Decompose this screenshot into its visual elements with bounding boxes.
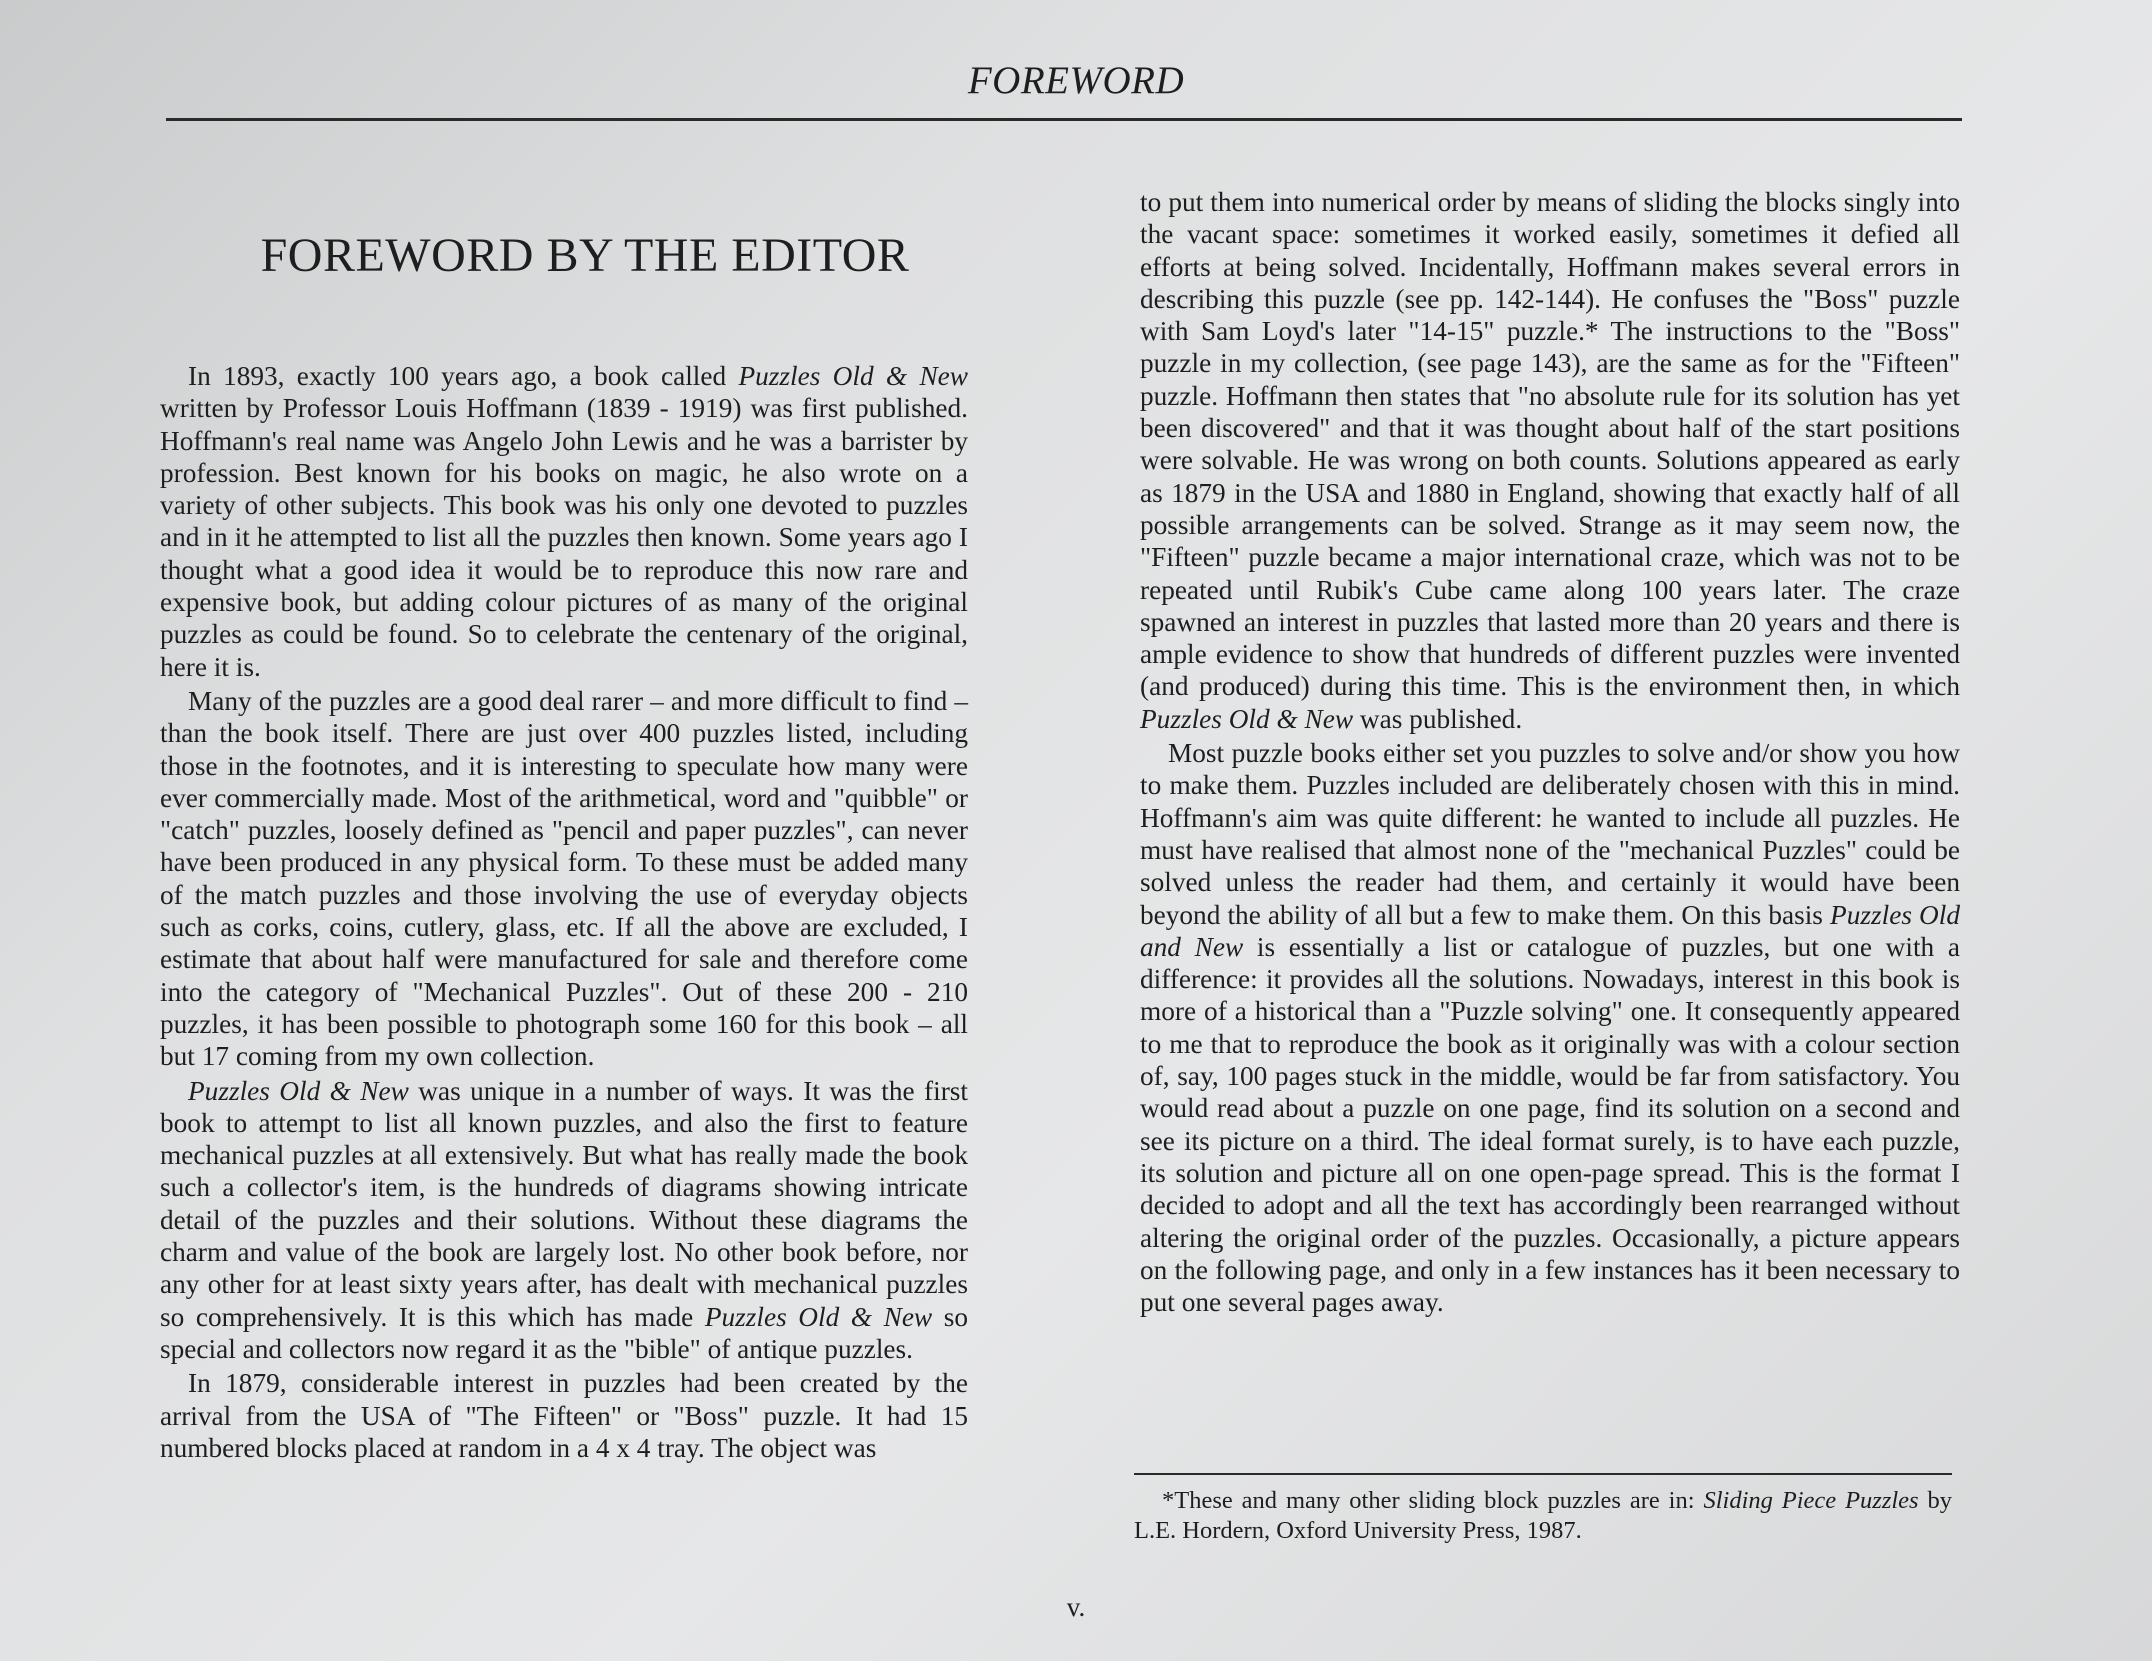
right-column — [1140, 186, 1960, 1318]
book-title: Puzzles Old & New — [738, 361, 968, 391]
paragraph: Most puzzle books either set you puzzles to solve and/or show you how to make them. Puzzles included are deliberately chosen with this in mind. Hoffmann's aim was quite different: he wanted to include all puzzles. He must have realised that almost none of the "mechanical Puzzles" could be solved unless the reader had them, and certainly it would have been beyond the ability of all but a few to make them. On this basis Puzzles Old and New is essentially a list or catalogue of puzzles, but one with a difference: it provides all the solutions. Nowadays, interest in this book is more of a historical than a "Puzzle solving" one. It consequently appeared to me that to reproduce the book as it originally was with a colour section of, say, 100 pages stuck in the middle, would be far from satisfactory. You would read about a puzzle on one page, find its solution on a second and see its picture on a third. The ideal format surely, is to have each puzzle, its solution and picture all on one open-page spread. This is the format I decided to adopt and all the text has accordingly been rearranged without altering the original order of the puzzles. Occasionally, a picture appears on the following page, and only in a few instances has it been necessary to put one several pages away. — [1140, 738, 1960, 1318]
book-title: Puzzles Old and New — [1140, 899, 1960, 962]
book-title: Puzzles Old & New — [188, 1075, 409, 1106]
left-column — [160, 360, 968, 1464]
page-title: FOREWORD BY THE EDITOR — [260, 229, 910, 282]
book-title: Sliding Piece Puzzles — [1703, 1487, 1919, 1514]
book-title: Puzzles Old & New — [1140, 703, 1354, 734]
page-number: v. — [1066, 1592, 1086, 1622]
footnote: *These and many other sliding block puzzles are in: Sliding Piece Puzzles by L.E. Hordern, Oxford University Press, 1987. — [1134, 1487, 1953, 1544]
running-head: FOREWORD — [967, 59, 1185, 102]
footnote-rule — [1134, 1473, 1952, 1475]
paragraph: In 1879, considerable interest in puzzles had been created by the arrival from the USA of "The Fifteen" or "Boss" puzzle. It had 15 numbered blocks placed at random in a 4 x 4 tray. The object was — [160, 1368, 968, 1463]
book-title: Puzzles Old & New — [704, 1301, 933, 1332]
paragraph: In 1893, exactly 100 years ago, a book called Puzzles Old & New written by Professor Louis Hoffmann (1839 - 1919) was first published. Hoffmann's real name was Angelo John Lewis and he was a barrister by profession. Best known for his books on magic, he also wrote on a variety of other subjects. This book was his only one devoted to puzzles and in it he attempted to list all the puzzles then known. Some years ago I thought what a good idea it would be to reproduce this now rare and expensive book, but adding colour pictures of as many of the original puzzles as could be found. So to celebrate the centenary of the original, here it is. — [160, 361, 968, 682]
paragraph: Many of the puzzles are a good deal rarer – and more difficult to find – than the book itself. There are just over 400 puzzles listed, including those in the footnotes, and it is interesting to speculate how many were ever commercially made. Most of the arithmetical, word and "quibble" or "catch" puzzles, loosely defined as "pencil and paper puzzles", can never have been produced in any physical form. To these must be added many of the match puzzles and those involving the use of everyday objects such as corks, coins, cutlery, glass, etc. If all the above are excluded, I estimate that about half were manufactured for sale and therefore come into the category of "Mechanical Puzzles". Out of these 200 - 210 puzzles, it has been possible to photograph some 160 for this book – all but 17 coming from my own collection. — [160, 685, 968, 1072]
paragraph: Puzzles Old & New was unique in a number of ways. It was the first book to attempt to list all known puzzles, and also the first to feature mechanical puzzles at all extensively. But what has really made the book such a collector's item, is the hundreds of diagrams showing intricate detail of the puzzles and their solutions. Without these diagrams the charm and value of the book are largely lost. No other book before, nor any other for at least sixty years after, has dealt with mechanical puzzles so comprehensively. It is this which has made Puzzles Old & New so special and collectors now regard it as the "bible" of antique puzzles. — [160, 1075, 968, 1364]
paragraph: to put them into numerical order by means of sliding the blocks singly into the vacant space: sometimes it worked easily, sometimes it defied all efforts at being solved. Incidentally, Hoffmann makes several errors in describing this puzzle (see pp. 142-144). He confuses the "Boss" puzzle with Sam Loyd's later "14-15" puzzle.* The instructions to the "Boss" puzzle in my collection, (see page 143), are the same as for the "Fifteen" puzzle. Hoffmann then states that "no absolute rule for its solution has yet been discovered" and that it was thought about half of the start positions were solvable. He was wrong on both counts. Solutions appeared as early as 1879 in the USA and 1880 in England, showing that exactly half of all possible arrangements can be solved. Strange as it may seem now, the "Fifteen" puzzle became a major international craze, which was not to be repeated until Rubik's Cube came along 100 years later. The craze spawned an interest in puzzles that lasted more than 20 years and there is ample evidence to show that hundreds of different puzzles were invented (and produced) during this time. This is the environment then, in which Puzzles Old & New was published. — [1140, 187, 1960, 734]
header-rule — [166, 118, 1962, 121]
